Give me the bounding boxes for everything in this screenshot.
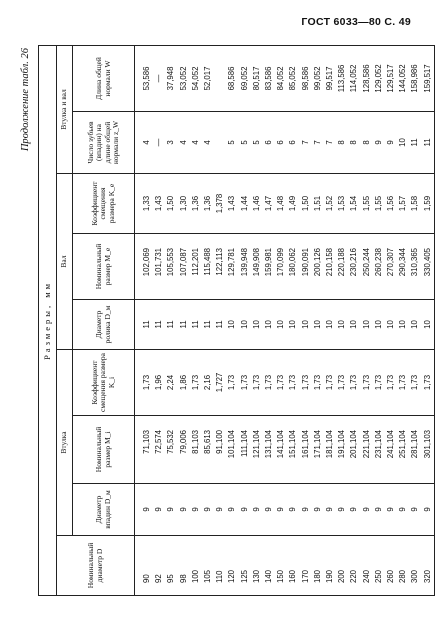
table-cell: 231,104: [373, 416, 385, 484]
table-cell: 9: [336, 484, 348, 536]
table-row: [251, 45, 263, 595]
table-cell: 220,188: [336, 234, 348, 300]
table-cell: 251,104: [397, 416, 409, 484]
table-cell: 9: [312, 484, 324, 536]
table-cell: 9: [135, 484, 154, 536]
table-cell: 301,103: [422, 416, 435, 484]
table-row: [336, 45, 348, 595]
table-cell: 80,517: [251, 45, 263, 111]
table-cell: 115,488: [202, 234, 214, 300]
table-cell: 10: [300, 300, 312, 350]
table-row: [422, 45, 435, 595]
group-header-dimensions: Размеры, мм: [39, 45, 57, 595]
table-row: [165, 45, 177, 595]
table-cell: 330,405: [422, 234, 435, 300]
table-cell: 105,553: [165, 234, 177, 300]
table-cell: 250: [373, 536, 385, 596]
table-cell: 1,96: [153, 350, 165, 416]
table-cell: 4: [178, 112, 190, 174]
table-cell: 1,73: [226, 350, 238, 416]
table-cell: 75,532: [165, 416, 177, 484]
table-cell: 10: [422, 300, 435, 350]
table-cell: 10: [287, 300, 299, 350]
table-cell: 11: [178, 300, 190, 350]
table-cell: 144,052: [397, 45, 409, 111]
table-cell: 270,307: [385, 234, 397, 300]
column-header-nominal-diameter: Номинальный диаметр D: [57, 536, 135, 596]
table-cell: 98,586: [300, 45, 312, 111]
table-cell: 9: [214, 484, 226, 536]
table-cell: 11: [202, 300, 214, 350]
table-cell: 200: [336, 536, 348, 596]
table-cell: 5: [226, 112, 238, 174]
table-cell: 111,104: [239, 416, 251, 484]
table-row: [135, 45, 154, 595]
table-cell: 9: [348, 484, 360, 536]
table-cell: 1,73: [361, 350, 373, 416]
table-cell: 128,586: [361, 45, 373, 111]
table-cell: 91,100: [214, 416, 226, 484]
table-cell: 9: [226, 484, 238, 536]
table-row: [300, 45, 312, 595]
table-cell: 1,36: [190, 174, 202, 234]
table-cell: 170,099: [275, 234, 287, 300]
column-header-teeth-count: Число зубьев (впадин) на длине общей нормали z_W: [73, 112, 135, 174]
table-cell: 1,47: [263, 174, 275, 234]
table-cell: 90: [135, 536, 154, 596]
table-cell: 180,062: [287, 234, 299, 300]
table-cell: 9: [178, 484, 190, 536]
table-cell: 101,731: [153, 234, 165, 300]
table-cell: 260,238: [373, 234, 385, 300]
table-cell: 210,158: [324, 234, 336, 300]
table-cell: 9: [373, 484, 385, 536]
group-header-bushing-shaft: Втулка и вал: [57, 45, 73, 173]
table-cell: 120: [226, 536, 238, 596]
table-cell: 9: [275, 484, 287, 536]
table-cell: 10: [251, 300, 263, 350]
table-cell: 10: [226, 300, 238, 350]
table-cell: 9: [202, 484, 214, 536]
table-cell: 9: [239, 484, 251, 536]
table-cell: 10: [312, 300, 324, 350]
table-cell: 10: [324, 300, 336, 350]
table-row: [324, 45, 336, 595]
table-cell: 9: [385, 112, 397, 174]
table-cell: 1,53: [336, 174, 348, 234]
table-cell: 170: [300, 536, 312, 596]
table-cell: 161,104: [300, 416, 312, 484]
table-cell: 107,087: [178, 234, 190, 300]
table-cell: 160: [287, 536, 299, 596]
table-cell: 69,052: [239, 45, 251, 111]
table-cell: 300: [409, 536, 421, 596]
table-cell: —: [153, 45, 165, 111]
table-cell: 52,017: [202, 45, 214, 111]
table-cell: 130: [251, 536, 263, 596]
table-cell: 10: [397, 300, 409, 350]
table-cell: 85,052: [287, 45, 299, 111]
table-cell: 1,73: [324, 350, 336, 416]
table-cell: 10: [336, 300, 348, 350]
table-cell: 1,56: [385, 174, 397, 234]
table-cell: 9: [263, 484, 275, 536]
table-cell: 159,517: [422, 45, 435, 111]
table-cell: 1,73: [312, 350, 324, 416]
table-cell: 1,46: [251, 174, 263, 234]
group-header-bushing: Втулка: [57, 350, 73, 536]
table-cell: 1,57: [397, 174, 409, 234]
column-header-shift-coefficient-ki: Коэффициент смещения размера K_i: [73, 350, 135, 416]
table-cell: 114,052: [348, 45, 360, 111]
table-cell: 122,113: [214, 234, 226, 300]
table-cell: 1,43: [153, 174, 165, 234]
table-cell: 1,73: [397, 350, 409, 416]
table-cell: 53,586: [135, 45, 154, 111]
table-cell: 1,43: [226, 174, 238, 234]
table-cell: 200,126: [312, 234, 324, 300]
table-cell: 1,58: [409, 174, 421, 234]
table-cell: 10: [275, 300, 287, 350]
table-continuation-title: Продолжение табл. 26: [20, 48, 31, 152]
table-cell: 149,908: [251, 234, 263, 300]
table-row: [202, 45, 214, 595]
table-cell: 140: [263, 536, 275, 596]
table-cell: 11: [153, 300, 165, 350]
table-cell: 9: [385, 484, 397, 536]
table-cell: 190: [324, 536, 336, 596]
table-cell: 4: [202, 112, 214, 174]
table-cell: 1,73: [263, 350, 275, 416]
table-cell: 9: [251, 484, 263, 536]
table-cell: 171,104: [312, 416, 324, 484]
table-cell: 230,216: [348, 234, 360, 300]
table-cell: 4: [190, 112, 202, 174]
table-cell: 6: [287, 112, 299, 174]
table-cell: 112,201: [190, 234, 202, 300]
table-cell: 7: [300, 112, 312, 174]
table-cell: 99,052: [312, 45, 324, 111]
table-cell: 10: [263, 300, 275, 350]
table-cell: 1,44: [239, 174, 251, 234]
table-cell: 159,981: [263, 234, 275, 300]
table-cell: 1,73: [239, 350, 251, 416]
table-cell: 1,50: [165, 174, 177, 234]
column-header-nominal-size-mi: Номинальный размер M_i: [73, 416, 135, 484]
table-cell: 7: [312, 112, 324, 174]
table-cell: 5: [251, 112, 263, 174]
table-cell: 3: [165, 112, 177, 174]
table-cell: 2,16: [202, 350, 214, 416]
table-row: [226, 45, 238, 595]
table-cell: 129,517: [385, 45, 397, 111]
table-cell: 9: [397, 484, 409, 536]
table-cell: 54,052: [190, 45, 202, 111]
table-cell: 141,104: [275, 416, 287, 484]
table-cell: 10: [239, 300, 251, 350]
table-cell: 129,052: [373, 45, 385, 111]
table-cell: 1,73: [300, 350, 312, 416]
table-cell: 151,104: [287, 416, 299, 484]
table-cell: 113,586: [336, 45, 348, 111]
table-cell: 1,73: [287, 350, 299, 416]
table-cell: 8: [361, 112, 373, 174]
table-cell: 9: [190, 484, 202, 536]
table-cell: 1,51: [312, 174, 324, 234]
table-cell: 100: [190, 536, 202, 596]
page-header: ГОСТ 6033—80 С. 49: [301, 16, 411, 28]
table-cell: 10: [409, 300, 421, 350]
table-cell: 110: [214, 536, 226, 596]
table-cell: 10: [385, 300, 397, 350]
table-cell: 10: [397, 112, 409, 174]
table-cell: 1,59: [422, 174, 435, 234]
table-cell: 1,52: [324, 174, 336, 234]
table-row: [312, 45, 324, 595]
table-cell: 150: [275, 536, 287, 596]
table-cell: 79,006: [178, 416, 190, 484]
table-row: [178, 45, 190, 595]
table-cell: 241,104: [385, 416, 397, 484]
table-cell: 9: [409, 484, 421, 536]
table-cell: 72,574: [153, 416, 165, 484]
table-cell: 131,104: [263, 416, 275, 484]
table-cell: 9: [361, 484, 373, 536]
table-cell: 10: [348, 300, 360, 350]
table-cell: 1,36: [202, 174, 214, 234]
table-cell: 11: [214, 300, 226, 350]
table-cell: 181,104: [324, 416, 336, 484]
table-row: [239, 45, 251, 595]
table-cell: 92: [153, 536, 165, 596]
table-cell: 9: [324, 484, 336, 536]
table-row: [373, 45, 385, 595]
table-cell: 1,73: [348, 350, 360, 416]
table-cell: 280: [397, 536, 409, 596]
table-cell: 9: [287, 484, 299, 536]
table-cell: 1,73: [336, 350, 348, 416]
table-cell: 1,33: [135, 174, 154, 234]
table-cell: 1,73: [385, 350, 397, 416]
table-cell: 1,48: [275, 174, 287, 234]
table-cell: 221,104: [361, 416, 373, 484]
rotated-table-page: [20, 46, 432, 596]
table-cell: 1,73: [422, 350, 435, 416]
table-cell: 139,948: [239, 234, 251, 300]
table-row: [361, 45, 373, 595]
table-cell: 5: [239, 112, 251, 174]
table-cell: 1,73: [409, 350, 421, 416]
table-cell: 1,73: [275, 350, 287, 416]
table-cell: 11: [422, 112, 435, 174]
table-cell: 240: [361, 536, 373, 596]
table-cell: 220: [348, 536, 360, 596]
table-cell: 158,986: [409, 45, 421, 111]
table-cell: 121,104: [251, 416, 263, 484]
table-cell: 11: [165, 300, 177, 350]
table-cell: 2,24: [165, 350, 177, 416]
table-cell: 11: [135, 300, 154, 350]
table-cell: [214, 45, 226, 111]
table-cell: 10: [373, 300, 385, 350]
table-cell: 102,069: [135, 234, 154, 300]
table-cell: 310,365: [409, 234, 421, 300]
table-row: [385, 45, 397, 595]
column-header-root-diameter: Диаметр впадин D_м: [73, 484, 135, 536]
table-cell: 190,091: [300, 234, 312, 300]
table-cell: 1,30: [178, 174, 190, 234]
table-cell: 1,55: [361, 174, 373, 234]
table-cell: 8: [348, 112, 360, 174]
table-cell: 125: [239, 536, 251, 596]
table-cell: 11: [190, 300, 202, 350]
table-cell: 68,586: [226, 45, 238, 111]
table-cell: 9: [422, 484, 435, 536]
table-cell: 85,613: [202, 416, 214, 484]
table-cell: [214, 112, 226, 174]
group-header-shaft: Вал: [57, 174, 73, 350]
table-cell: 83,586: [263, 45, 275, 111]
table-cell: 9: [300, 484, 312, 536]
dimensions-table: [38, 45, 435, 596]
table-cell: 71,103: [135, 416, 154, 484]
table-cell: 1,73: [190, 350, 202, 416]
table-cell: 320: [422, 536, 435, 596]
table-cell: 6: [275, 112, 287, 174]
column-header-normal-length: Длина общей нормали W: [73, 45, 135, 111]
table-cell: 84,052: [275, 45, 287, 111]
column-header-roller-diameter: Диаметр ролика D_м: [73, 300, 135, 350]
table-row: [409, 45, 421, 595]
table-cell: 1,55: [373, 174, 385, 234]
table-cell: 129,781: [226, 234, 238, 300]
table-cell: 6: [263, 112, 275, 174]
table-row: [263, 45, 275, 595]
table-cell: 1,50: [300, 174, 312, 234]
table-cell: 101,104: [226, 416, 238, 484]
table-cell: 4: [135, 112, 154, 174]
table-cell: 11: [409, 112, 421, 174]
table-cell: 8: [336, 112, 348, 174]
table-row: [287, 45, 299, 595]
table-cell: 9: [373, 112, 385, 174]
table-cell: 95: [165, 536, 177, 596]
table-row: [275, 45, 287, 595]
table-cell: 1,73: [373, 350, 385, 416]
table-cell: 105: [202, 536, 214, 596]
table-cell: 180: [312, 536, 324, 596]
column-header-shift-coefficient-ke: Коэффициент смещения размера K_e: [73, 174, 135, 234]
table-cell: 7: [324, 112, 336, 174]
table-row: [190, 45, 202, 595]
table-cell: 191,104: [336, 416, 348, 484]
table-cell: 9: [153, 484, 165, 536]
table-cell: 290,344: [397, 234, 409, 300]
table-row: [153, 45, 165, 595]
table-cell: —: [153, 112, 165, 174]
table-row: [214, 45, 226, 595]
table-cell: 250,244: [361, 234, 373, 300]
table-cell: 10: [361, 300, 373, 350]
table-cell: 1,73: [251, 350, 263, 416]
table-cell: 53,052: [178, 45, 190, 111]
table-cell: 1,378: [214, 174, 226, 234]
table-cell: 1,727: [214, 350, 226, 416]
table-row: [397, 45, 409, 595]
table-body: [135, 45, 435, 595]
table-cell: 1,73: [135, 350, 154, 416]
column-header-nominal-size-me: Номинальный размер M_e: [73, 234, 135, 300]
table-row: [348, 45, 360, 595]
table-cell: 1,86: [178, 350, 190, 416]
table-cell: 81,103: [190, 416, 202, 484]
table-cell: 281,104: [409, 416, 421, 484]
table-cell: 201,104: [348, 416, 360, 484]
table-cell: 99,517: [324, 45, 336, 111]
table-cell: 9: [165, 484, 177, 536]
table-cell: 1,54: [348, 174, 360, 234]
table-cell: 260: [385, 536, 397, 596]
table-cell: 1,49: [287, 174, 299, 234]
table-cell: 98: [178, 536, 190, 596]
table-cell: 37,948: [165, 45, 177, 111]
